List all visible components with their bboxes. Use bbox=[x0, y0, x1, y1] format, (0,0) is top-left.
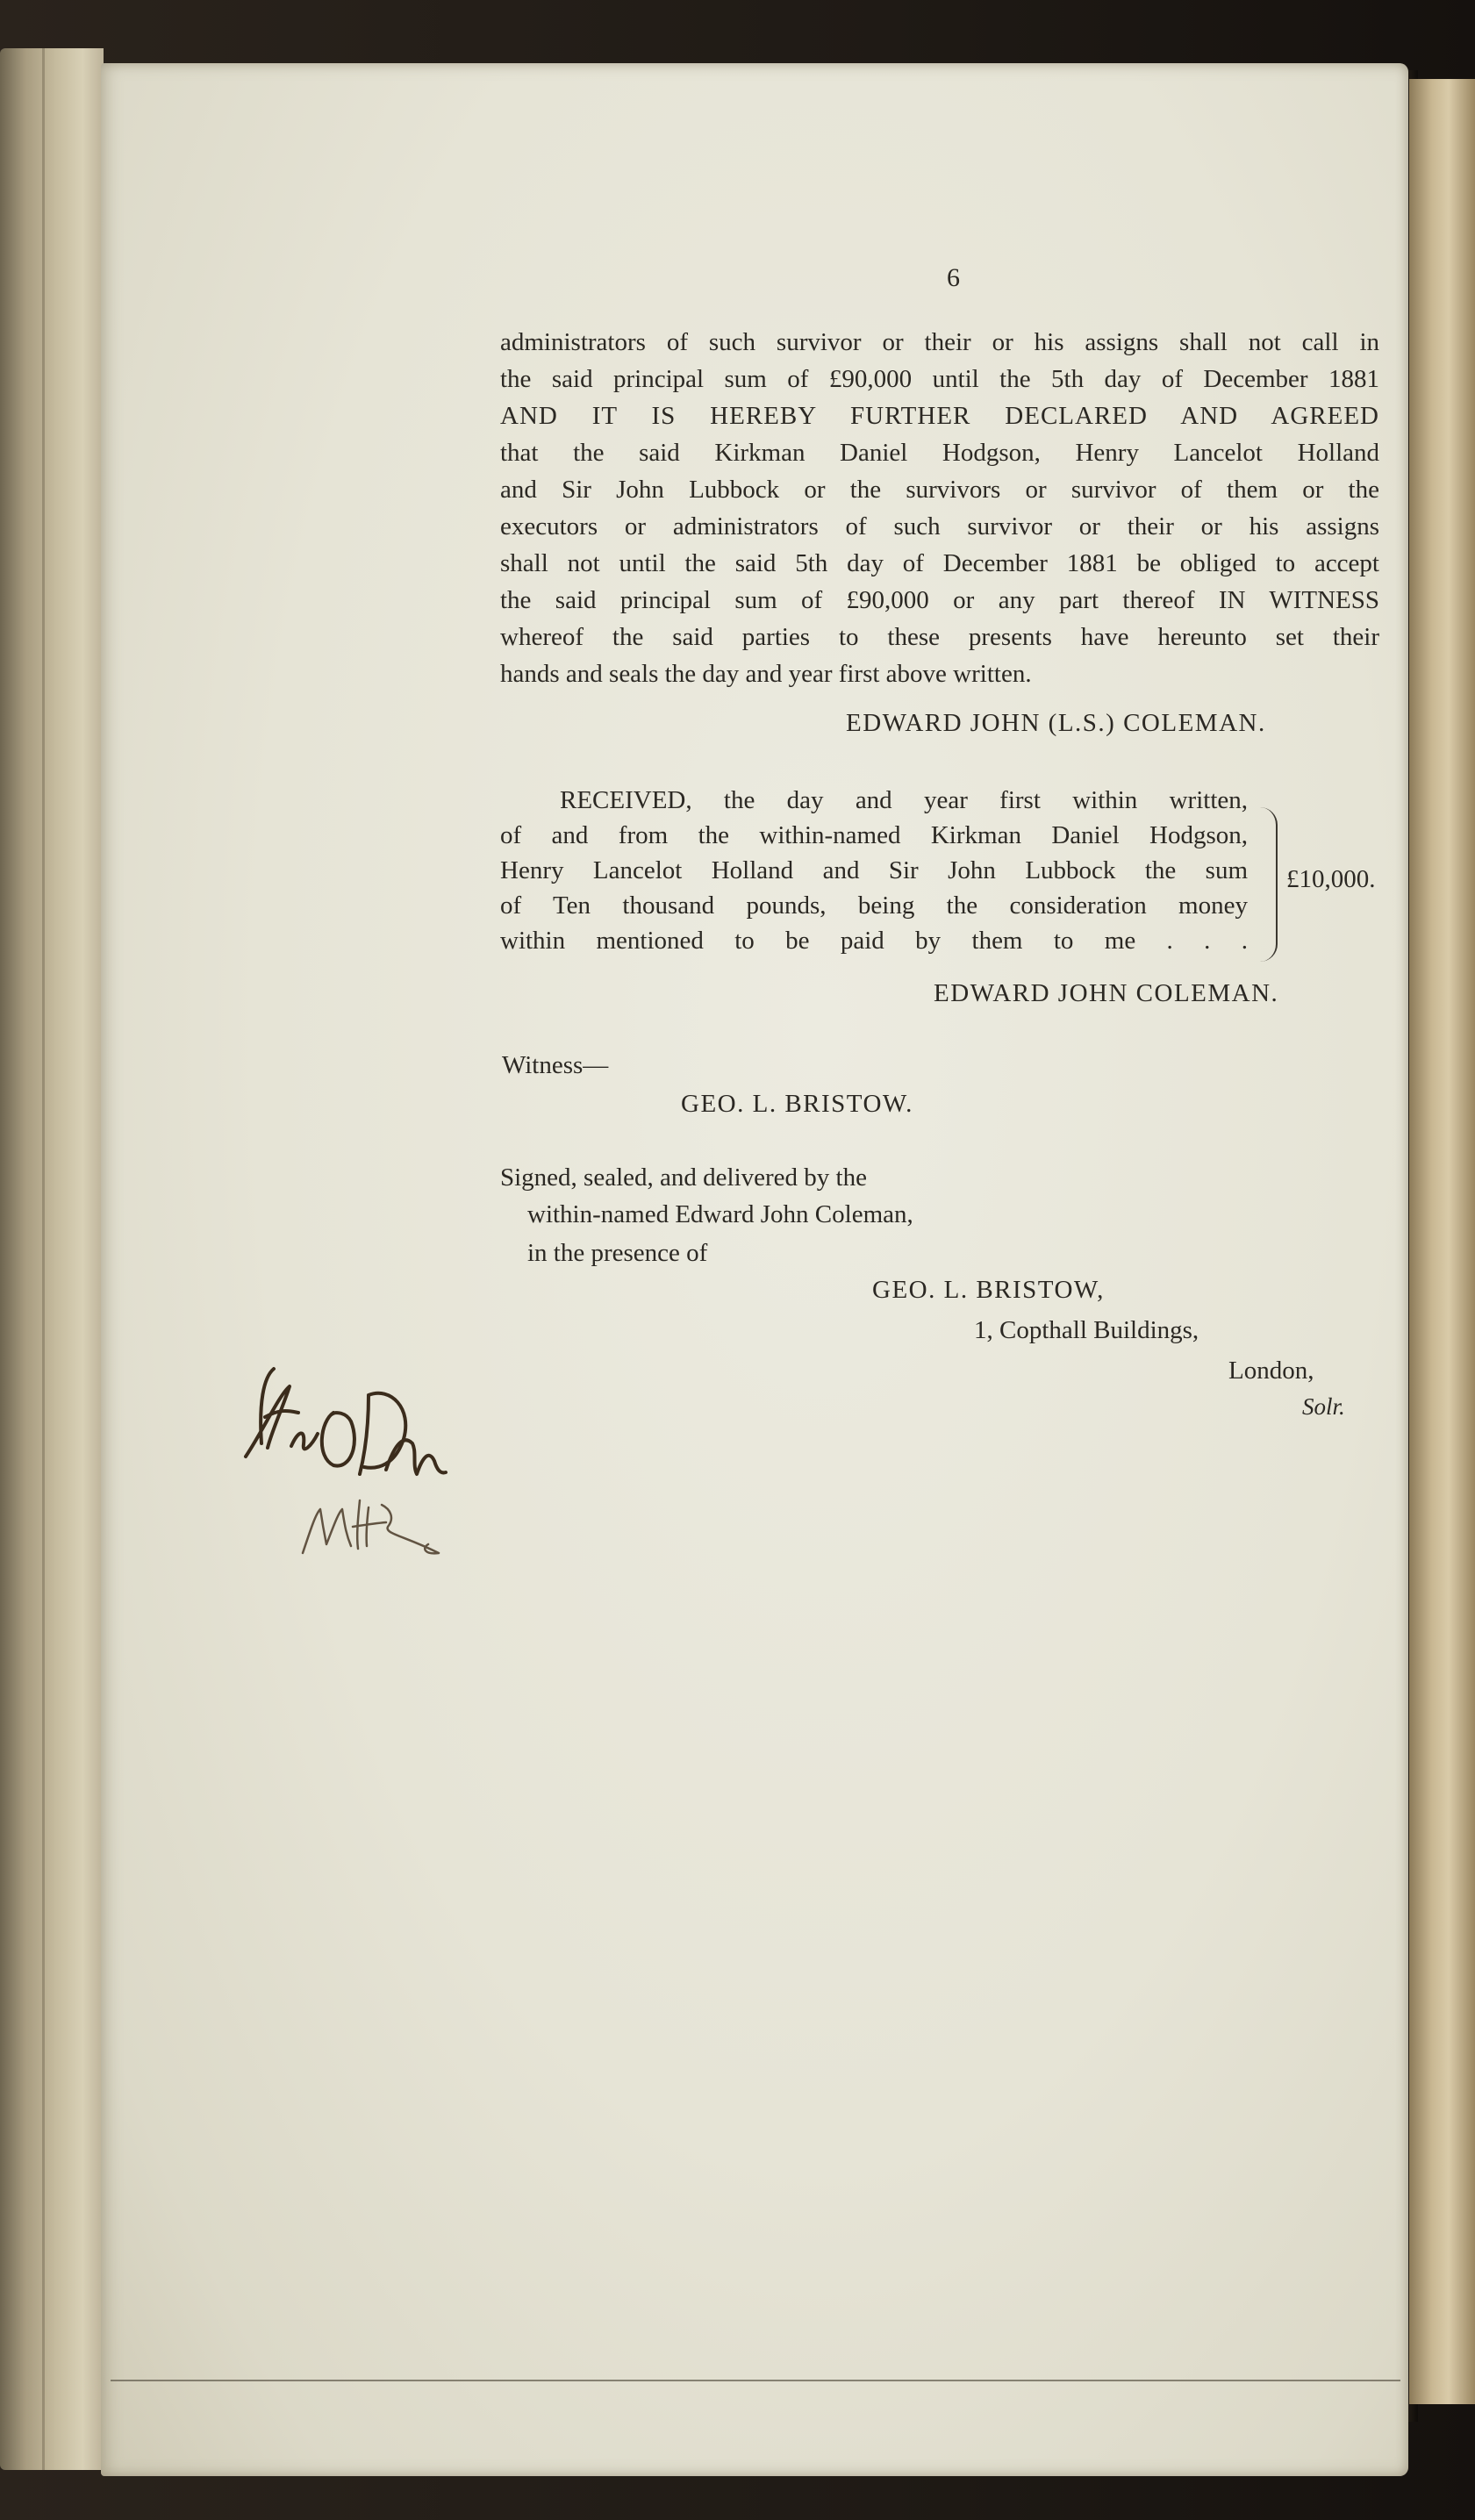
paragraph-line: AND IT IS HEREBY FURTHER DECLARED AND AGREED bbox=[500, 402, 1379, 430]
receipt-amount: £10,000. bbox=[1286, 865, 1376, 893]
paragraph-line: the said principal sum of £90,000 or any part thereof IN WITNESS bbox=[500, 586, 1379, 614]
next-page-edge bbox=[1409, 79, 1475, 2404]
receipt-line: Henry Lancelot Holland and Sir John Lubbock the sum bbox=[500, 856, 1248, 884]
attest-title: Solr. bbox=[1302, 1393, 1345, 1420]
signed-line: Signed, sealed, and delivered by the bbox=[500, 1163, 867, 1192]
paragraph-line: hands and seals the day and year first above written. bbox=[500, 660, 1032, 688]
witness-label: Witness— bbox=[502, 1051, 609, 1079]
attest-address-1: 1, Copthall Buildings, bbox=[974, 1316, 1199, 1344]
signature-line-1: EDWARD JOHN (L.S.) COLEMAN. bbox=[846, 709, 1266, 737]
handwritten-initials bbox=[237, 1360, 448, 1579]
paragraph-line: and Sir John Lubbock or the survivors or survivor of them or the bbox=[500, 476, 1379, 504]
paragraph-line: that the said Kirkman Daniel Hodgson, Henry Lancelot Holland bbox=[500, 439, 1379, 467]
witness-name: GEO. L. BRISTOW. bbox=[681, 1090, 913, 1118]
attest-name: GEO. L. BRISTOW, bbox=[872, 1276, 1105, 1304]
receipt-line: of Ten thousand pounds, being the consideration money bbox=[500, 891, 1248, 920]
receipt-brace bbox=[1257, 807, 1278, 962]
attest-address-2: London, bbox=[1228, 1357, 1314, 1385]
book-spine-edge bbox=[0, 48, 104, 2470]
paragraph-line: executors or administrators of such survivor or their or his assigns bbox=[500, 512, 1379, 541]
paragraph-line: whereof the said parties to these presents have hereunto set their bbox=[500, 623, 1379, 651]
receipt-line: of and from the within-named Kirkman Daniel Hodgson, bbox=[500, 821, 1248, 849]
signed-line: in the presence of bbox=[527, 1239, 708, 1267]
signature-line-2: EDWARD JOHN COLEMAN. bbox=[934, 979, 1279, 1007]
receipt-line: RECEIVED, the day and year first within written, bbox=[560, 786, 1248, 814]
page-bottom-rule bbox=[111, 2380, 1400, 2381]
paragraph-line: administrators of such survivor or their or his assigns shall not call in bbox=[500, 328, 1379, 356]
signed-line: within-named Edward John Coleman, bbox=[527, 1200, 913, 1228]
paragraph-line: the said principal sum of £90,000 until the 5th day of December 1881 bbox=[500, 365, 1379, 393]
paragraph-line: shall not until the said 5th day of December 1881 be obliged to accept bbox=[500, 549, 1379, 577]
page-number: 6 bbox=[947, 263, 960, 292]
receipt-line: within mentioned to be paid by them to me . . . bbox=[500, 927, 1248, 955]
